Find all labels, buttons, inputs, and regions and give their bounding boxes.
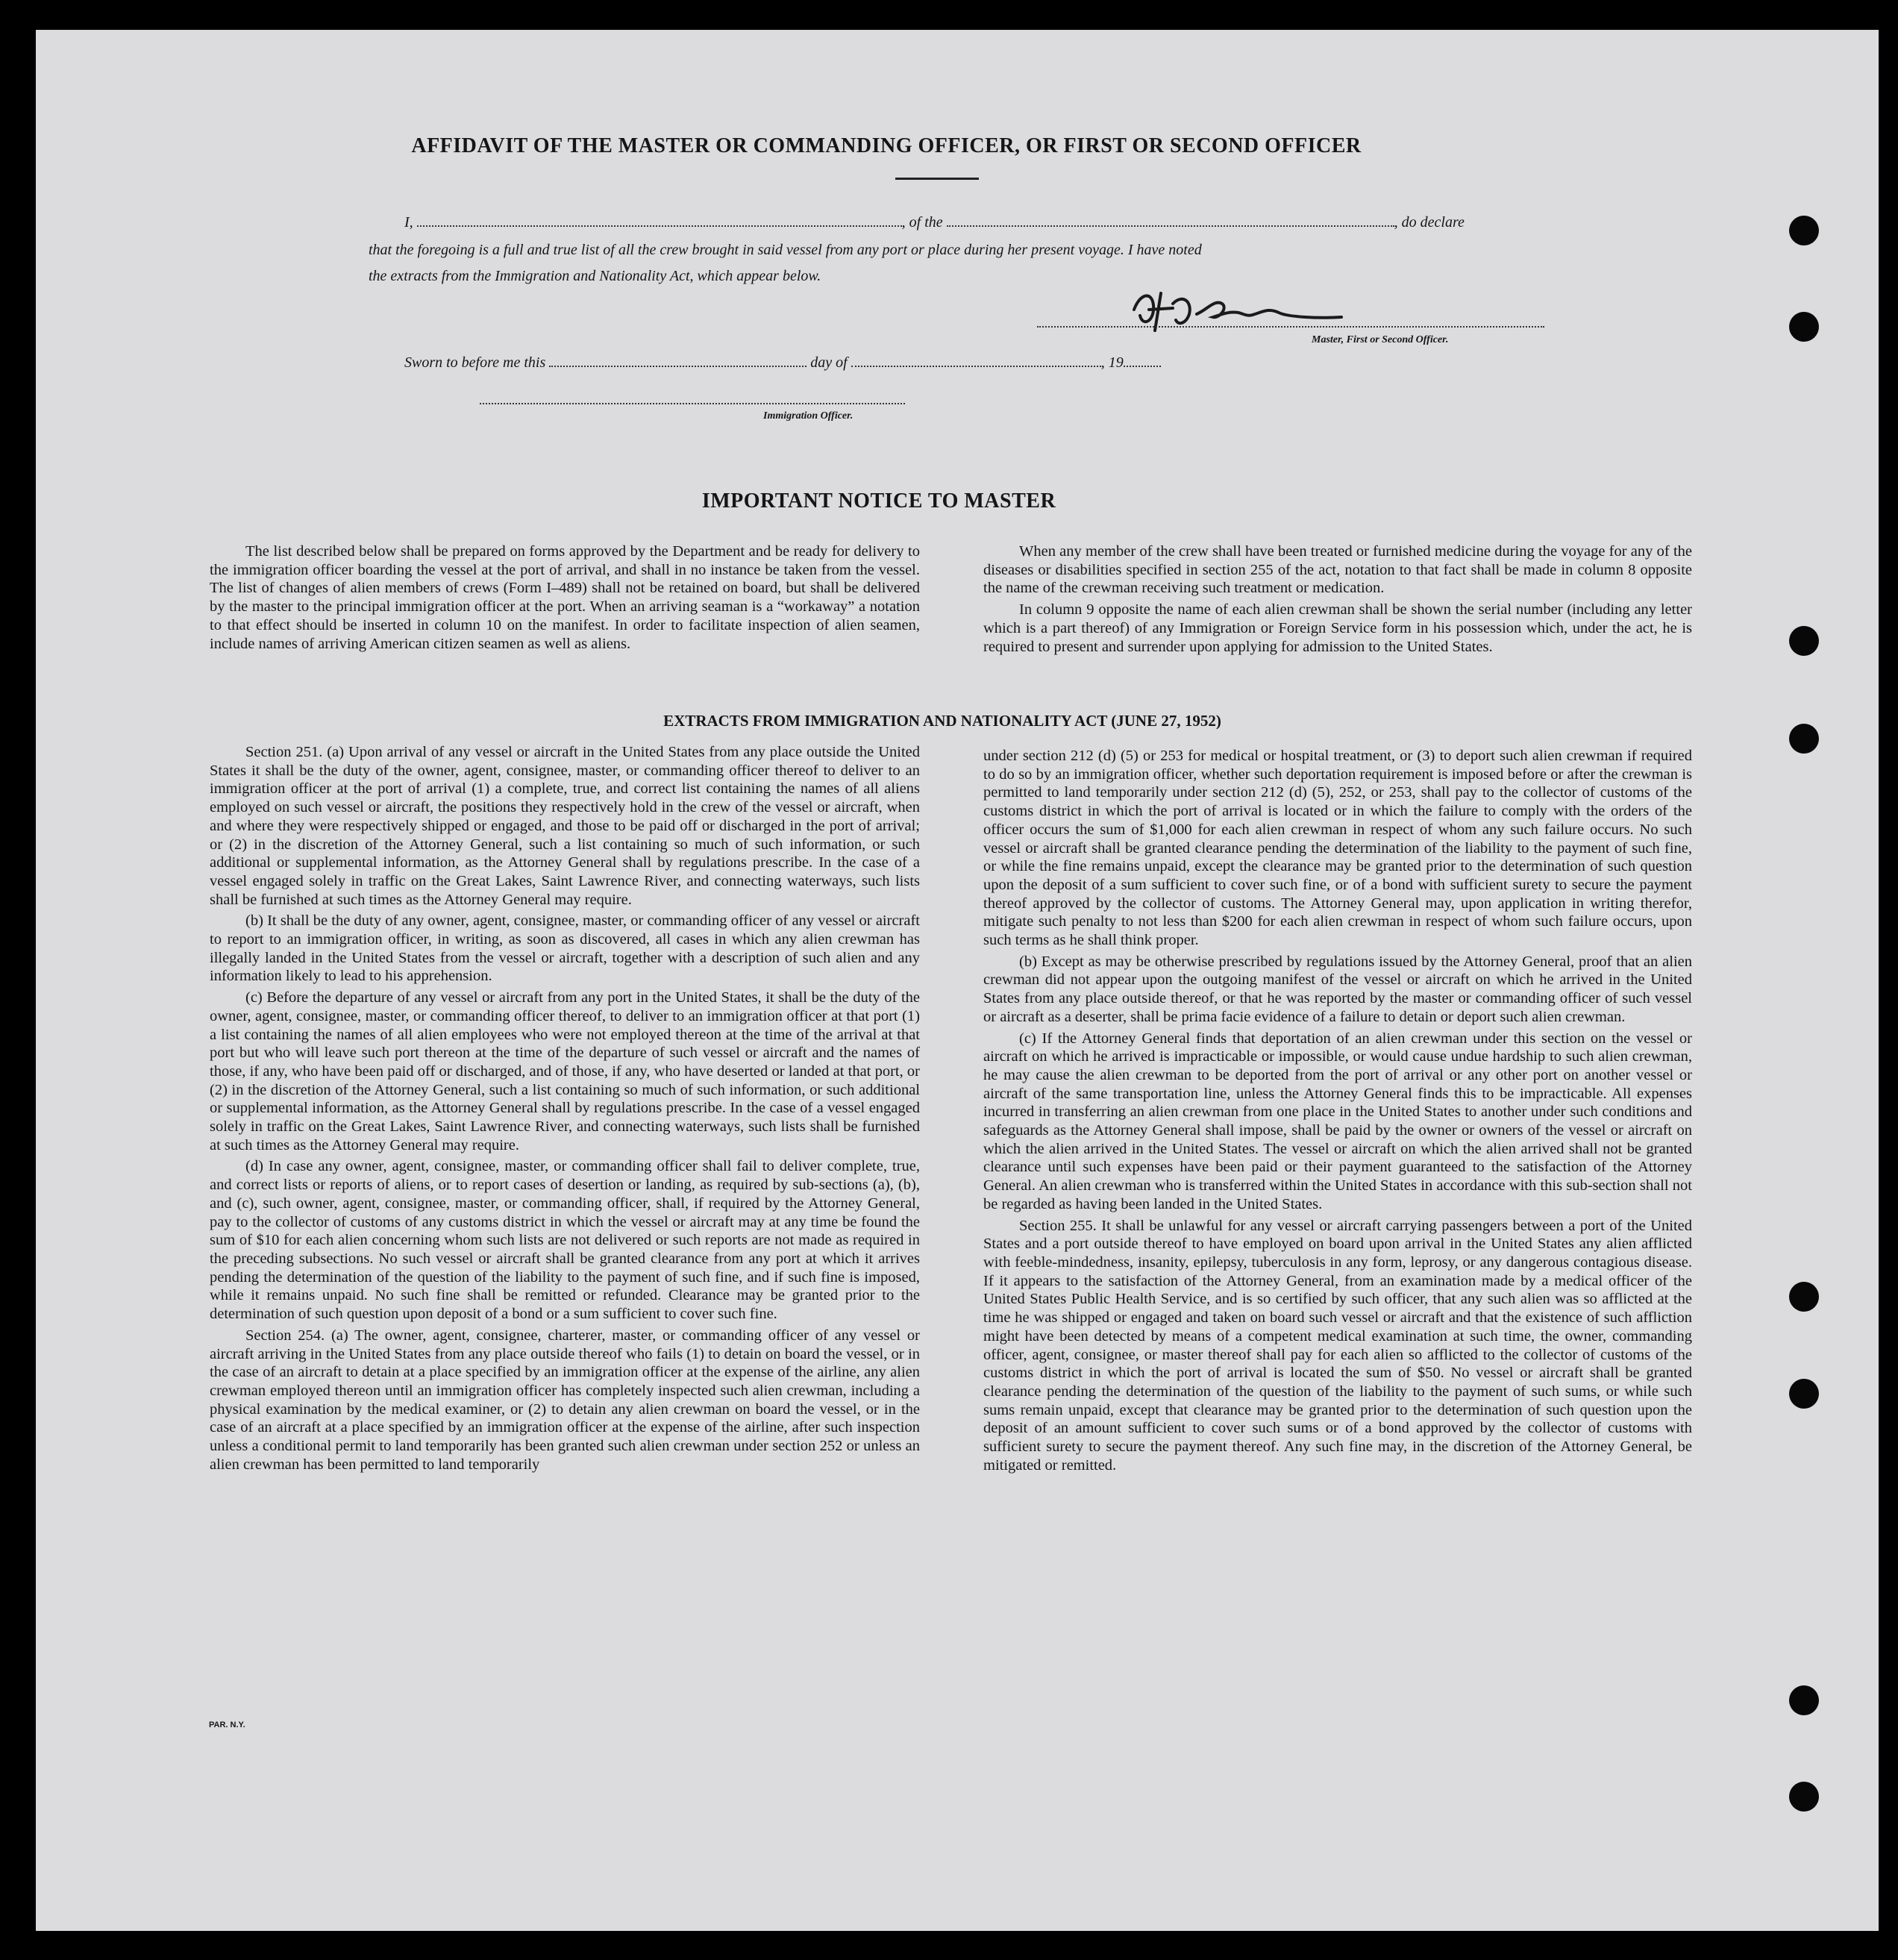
- punch-hole: [1789, 1379, 1819, 1409]
- do-declare-label: , do declare: [1394, 214, 1465, 231]
- section-paragraph: Section 255. It shall be unlawful for any vessel or aircraft carrying passengers between a port of the United States and a port outside thereof to have employed on board upon arrival in the United States any alien afflicted with feeble-mindedness, insanity, epilepsy, tuberculosis in any form, leprosy, or any dangerous contagious disease. If it appears to the satisfaction of the Attorney General, from an examination made by a medical officer of the United States Public Health Service, and is so certified by such officer, that any such alien was so afflicted at the time he was shipped or engaged and taken on board such vessel or aircraft and that the existence of such affliction might have been detected by means of a competent medical examination at such time, the owner, commanding officer, agent, consignee, or master thereof shall pay for each alien so afflicted to the collector of customs of the customs district in which the port of arrival is located the sum of $50. No vessel or aircraft shall be granted clearance pending the determination of the question of the liability to the payment of such sums, or while such sums remain unpaid, except that clearance may be granted prior to the determination of such question upon the deposit of an amount sufficient to cover such sums or of a bond approved by the collector of customs with sufficient surety to secure the payment thereof. Any such fine may, in the discretion of the Attorney General, be mitigated or remitted.: [983, 1217, 1692, 1474]
- master-signature: [1095, 280, 1394, 339]
- master-caption: Master, First or Second Officer.: [1312, 334, 1449, 345]
- master-signature-line: [1037, 326, 1544, 328]
- affidavit-title: AFFIDAVIT OF THE MASTER OR COMMANDING OFFICER, OR FIRST OR SECOND OFFICER: [411, 134, 1362, 157]
- section-paragraph: (d) In case any owner, agent, consignee, master, or commanding officer shall fail to deliver complete, true, and correct lists or reports of aliens, or to report cases of desertion or landing, as required by sub-sections (a), (b), and (c), such owner, agent, consignee, master, or commanding officer, shall, if required by the Attorney General, pay to the collector of customs of any customs district in which the vessel or aircraft may at any time be found the sum of $10 for each alien concerning whom such lists are not delivered or such reports are not made as required in the preceding subsections. No such vessel or aircraft shall be granted clearance from any port at which it arrives pending the determination of the question of the liability to the payment of such fine, and if such fine is imposed, while it remains unpaid. No such fine shall be remitted or refunded. Clearance may be granted prior to the determination of such question upon deposit of a bond or a sum sufficient to cover such fine.: [210, 1158, 920, 1323]
- year-label: , 19: [1100, 354, 1124, 371]
- extracts-right-column: [983, 747, 1692, 1477]
- declaration-line-2: that the foregoing is a full and true list of all the crew brought in said vessel from any port or place during her present voyage. I have noted: [369, 242, 1202, 258]
- section-paragraph: (c) If the Attorney General finds that deportation of an alien crewman under this section on the vessel or aircraft on which he arrived is impracticable or impossible, or would cause undue hardship to such alien crewman, he may cause the alien crewman to be deported from the port of arrival or any other port on another vessel or aircraft of the same transportation line, unless the Attorney General finds this to be impracticable. All expenses incurred in transferring an alien crewman from one place in the United States to another under such conditions and safeguards as the Attorney General shall impose, shall be paid by the owner or owners of the vessel or aircraft on which the alien arrived in the United States. The vessel or aircraft on which the alien arrived shall not be granted clearance until such expenses have been paid or their payment guaranteed to the satisfaction of the Attorney General. An alien crewman who is transferred within the United States in accordance with this sub-section shall not be regarded as having been landed in the United States.: [983, 1030, 1692, 1212]
- section-paragraph: (c) Before the departure of any vessel or aircraft from any port in the United States, it shall be the duty of the owner, agent, consignee, master, or commanding officer thereof, to deliver to an immigration officer at that port (1) a list containing the names of all alien employees who were not employed thereon at the time of the arrival at that port but who will leave such port thereon at the time of the departure of such vessel or aircraft and the names of those, if any, who have been paid off or discharged, and of those, if any, who have deserted or landed at that port, or (2) in the discretion of the Attorney General, such a list containing so much of such information, or such additional or supplemental information, as the Attorney General shall by regulations prescribe. In the case of a vessel engaged solely in traffic on the Great Lakes, Saint Lawrence River, and connecting waterways, such lists shall be furnished at such times as the Attorney General may require.: [210, 989, 920, 1153]
- section-paragraph: Section 251. (a) Upon arrival of any vessel or aircraft in the United States from any place outside the United States it shall be the duty of the owner, agent, consignee, master, or commanding officer thereof to deliver to an immigration officer at the port of arrival (1) a complete, true, and correct list containing the names of all aliens employed on such vessel or aircraft, the positions they respectively hold in the crew of the vessel or aircraft, when and where they were respectively shipped or engaged, and those to be paid off or discharged in the port of arrival; or (2) in the discretion of the Attorney General, such a list containing so much of such information, or such additional or supplemental information, as the Attorney General shall by regulations prescribe. In the case of a vessel engaged solely in traffic on the Great Lakes, Saint Lawrence River, and connecting waterways, such lists shall be furnished at such times as the Attorney General may require.: [210, 744, 920, 908]
- title-rule: [895, 178, 979, 180]
- notice-paragraph: When any member of the crew shall have been treated or furnished medicine during the voyage for any of the diseases or disabilities specified in section 255 of the act, notation to that fact shall be made in column 8 opposite the name of the crewman receiving such treatment or medication.: [983, 543, 1692, 597]
- vessel-blank: [947, 221, 1394, 227]
- punch-hole: [1789, 1782, 1819, 1812]
- footer-code: PAR. N.Y.: [209, 1721, 245, 1729]
- notice-paragraph: In column 9 opposite the name of each alien crewman shall be shown the serial number (including any letter which is a part thereof) of any Immigration or Foreign Service form in his possession which, under the act, he is required to present and surrender upon applying for admission to the United States.: [983, 601, 1692, 655]
- extracts-title: EXTRACTS FROM IMMIGRATION AND NATIONALITY ACT (JUNE 27, 1952): [663, 712, 1221, 730]
- section-paragraph: Section 254. (a) The owner, agent, consignee, charterer, master, or commanding officer of any vessel or aircraft arriving in the United States from any place outside thereof who fails (1) to detain on board the vessel, or in the case of an aircraft to detain at a place specified by an immigration officer at the expense of the airline, any alien crewman employed thereon until an immigration officer has completely inspected such alien crewman, including a physical examination by the medical examiner, or (2) to detain any alien crewman on board the vessel, or in the case of an aircraft at a place specified by an immigration officer at the expense of the airline, after such inspection unless a conditional permit to land temporarily has been granted such alien crewman under section 252 or unless an alien crewman has been permitted to land temporarily: [210, 1327, 920, 1473]
- punch-hole: [1789, 626, 1819, 656]
- officer-signature-line: [480, 403, 905, 404]
- sworn-day-blank: [549, 361, 807, 367]
- notice-right-column: [983, 542, 1692, 659]
- sworn-label: Sworn to before me this: [404, 354, 546, 371]
- punch-hole: [1789, 216, 1819, 245]
- sworn-line: [404, 354, 1300, 372]
- i-label: I,: [404, 214, 413, 231]
- sworn-month-blank: [851, 361, 1101, 367]
- punch-hole: [1789, 1282, 1819, 1312]
- punch-hole: [1789, 312, 1819, 342]
- year-blank: [1124, 361, 1161, 367]
- notice-title: IMPORTANT NOTICE TO MASTER: [701, 489, 1056, 513]
- of-the-label: , of the: [901, 214, 943, 231]
- form-sheet: [36, 30, 1879, 1931]
- extracts-left-column: [210, 743, 920, 1477]
- punch-hole: [1789, 724, 1819, 754]
- section-paragraph: (b) Except as may be otherwise prescribed by regulations issued by the Attorney General, proof that an alien crewman did not appear upon the outgoing manifest of the vessel or aircraft on which he arrived in the United States from any place outside thereof, or that he was reported by the master or commanding officer of such vessel or aircraft as a deserter, shall be prima facie evidence of a failure to detain or deport such alien crewman.: [983, 953, 1692, 1025]
- notice-paragraph: The list described below shall be prepared on forms approved by the Department and be ready for delivery to the immigration officer boarding the vessel at the port of arrival, and shall in no instance be taken from the vessel. The list of changes of alien members of crews (Form I–489) shall not be retained on board, but shall be delivered by the master to the principal immigration officer at the port. When an arriving seaman is a “workaway” a notation to that effect should be inserted in column 10 on the manifest. In order to facilitate inspection of alien seamen, include names of arriving American citizen seamen as well as aliens.: [210, 543, 920, 652]
- declaration-line-1: [404, 214, 1576, 231]
- day-of-label: day of: [810, 354, 848, 371]
- section-paragraph: under section 212 (d) (5) or 253 for medical or hospital treatment, or (3) to deport such alien crewman if required to do so by an immigration officer, whether such deportation requirement is imposed before or after the crewman is permitted to land temporarily under section 212 (d) (5), 252, or 253, shall pay to the collector of customs of the customs district in which the port of arrival is located or in which the failure to comply with the orders of the officer occurs the sum of $1,000 for each alien crewman in respect of whom any such failure occurs. No such vessel or aircraft shall be granted clearance pending the determination of the liability to the payment of such fine, or while the fine remains unpaid, except the clearance may be granted prior to the determination of such question upon the deposit of a sum sufficient to cover such fine, or of a bond with sufficient surety to secure the payment thereof approved by the collector of customs. The Attorney General may, upon application in writing therefor, mitigate such penalty to not less than $200 for each alien crewman in respect of whom such failure occurs, upon such terms as he shall think proper.: [983, 748, 1692, 949]
- officer-caption: Immigration Officer.: [763, 410, 854, 422]
- declaration-line-3: the extracts from the Immigration and Nationality Act, which appear below.: [369, 268, 821, 284]
- name-blank: [417, 221, 902, 227]
- section-paragraph: (b) It shall be the duty of any owner, agent, consignee, master, or commanding officer of any vessel or aircraft to report to an immigration officer, in writing, as soon as discovered, all cases in which any alien crewman has illegally landed in the United States from the vessel or aircraft, together with a description of such alien and any information likely to lead to his apprehension.: [210, 912, 920, 985]
- notice-left-column: [210, 542, 920, 656]
- punch-hole: [1789, 1685, 1819, 1715]
